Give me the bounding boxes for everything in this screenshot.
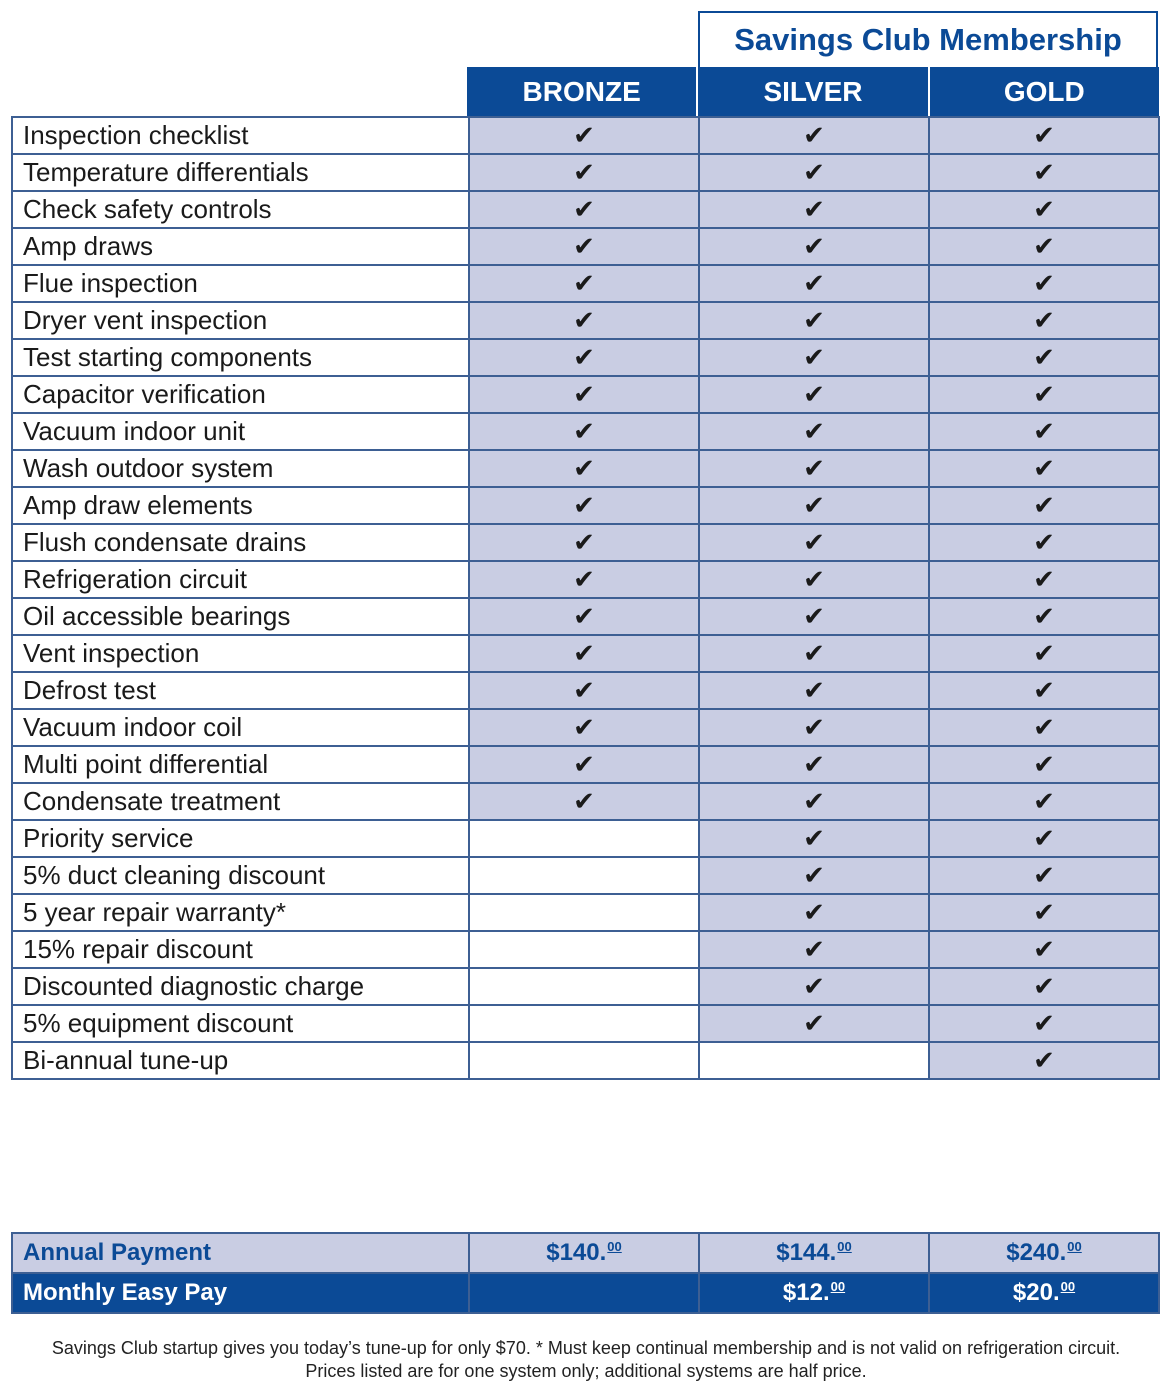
footnote [0, 1337, 1172, 1383]
checkmark-icon: ✔ [1033, 675, 1055, 705]
feature-cell-bronze [469, 1005, 699, 1042]
feature-label: 5% duct cleaning discount [12, 857, 469, 894]
checkmark-icon: ✔ [573, 564, 595, 594]
feature-cell-silver [699, 746, 929, 783]
checkmark-icon: ✔ [573, 379, 595, 409]
checkmark-icon: ✔ [1033, 268, 1055, 298]
feature-cell-silver [699, 524, 929, 561]
feature-cell-gold [929, 635, 1159, 672]
feature-cell-bronze [469, 413, 699, 450]
feature-cell-silver [699, 1005, 929, 1042]
checkmark-icon: ✔ [573, 416, 595, 446]
feature-label: Temperature differentials [12, 154, 469, 191]
checkmark-icon: ✔ [1033, 971, 1055, 1001]
checkmark-icon: ✔ [803, 971, 825, 1001]
feature-row [12, 413, 1159, 450]
annual-price-gold: $240.00 [929, 1233, 1159, 1273]
checkmark-icon: ✔ [573, 675, 595, 705]
feature-cell-bronze [469, 709, 699, 746]
membership-title: Savings Club Membership [698, 11, 1158, 67]
feature-cell-gold [929, 1005, 1159, 1042]
feature-cell-gold [929, 746, 1159, 783]
checkmark-icon: ✔ [803, 527, 825, 557]
checkmark-icon: ✔ [803, 416, 825, 446]
checkmark-icon: ✔ [1033, 416, 1055, 446]
feature-label: Defrost test [12, 672, 469, 709]
feature-row [12, 1005, 1159, 1042]
feature-cell-gold [929, 413, 1159, 450]
feature-cell-bronze [469, 117, 699, 154]
checkmark-icon: ✔ [1033, 601, 1055, 631]
feature-cell-bronze [469, 635, 699, 672]
checkmark-icon: ✔ [573, 490, 595, 520]
feature-label: Priority service [12, 820, 469, 857]
feature-row [12, 524, 1159, 561]
feature-cell-bronze [469, 857, 699, 894]
feature-cell-silver [699, 598, 929, 635]
feature-cell-bronze [469, 524, 699, 561]
checkmark-icon: ✔ [803, 157, 825, 187]
checkmark-icon: ✔ [573, 342, 595, 372]
checkmark-icon: ✔ [573, 194, 595, 224]
feature-cell-gold [929, 820, 1159, 857]
feature-cell-silver [699, 931, 929, 968]
checkmark-icon: ✔ [1033, 527, 1055, 557]
feature-cell-silver [699, 191, 929, 228]
feature-label: 5 year repair warranty* [12, 894, 469, 931]
feature-cell-bronze [469, 968, 699, 1005]
feature-cell-silver [699, 820, 929, 857]
checkmark-icon: ✔ [803, 268, 825, 298]
feature-row [12, 857, 1159, 894]
feature-row [12, 931, 1159, 968]
checkmark-icon: ✔ [573, 638, 595, 668]
feature-cell-bronze [469, 894, 699, 931]
feature-label: Vacuum indoor coil [12, 709, 469, 746]
feature-cell-gold [929, 228, 1159, 265]
feature-row [12, 709, 1159, 746]
feature-cell-silver [699, 413, 929, 450]
checkmark-icon: ✔ [803, 749, 825, 779]
monthly-easy-pay-label: Monthly Easy Pay [12, 1273, 469, 1313]
feature-row [12, 598, 1159, 635]
checkmark-icon: ✔ [803, 860, 825, 890]
feature-row [12, 894, 1159, 931]
feature-cell-bronze [469, 783, 699, 820]
feature-cell-gold [929, 339, 1159, 376]
pricing-table [11, 1232, 1160, 1314]
checkmark-icon: ✔ [1033, 786, 1055, 816]
feature-cell-bronze [469, 931, 699, 968]
feature-label: Vacuum indoor unit [12, 413, 469, 450]
checkmark-icon: ✔ [803, 675, 825, 705]
monthly-price-silver: $12.00 [699, 1273, 929, 1313]
feature-cell-silver [699, 783, 929, 820]
feature-cell-bronze [469, 228, 699, 265]
feature-label: Flush condensate drains [12, 524, 469, 561]
checkmark-icon: ✔ [573, 712, 595, 742]
checkmark-icon: ✔ [803, 453, 825, 483]
feature-cell-silver [699, 487, 929, 524]
feature-label: Discounted diagnostic charge [12, 968, 469, 1005]
feature-row [12, 117, 1159, 154]
feature-cell-bronze [469, 820, 699, 857]
feature-row [12, 302, 1159, 339]
feature-label: 15% repair discount [12, 931, 469, 968]
feature-cell-bronze [469, 1042, 699, 1079]
feature-row [12, 154, 1159, 191]
feature-cell-bronze [469, 302, 699, 339]
feature-cell-silver [699, 154, 929, 191]
checkmark-icon: ✔ [1033, 120, 1055, 150]
feature-cell-bronze [469, 672, 699, 709]
feature-cell-bronze [469, 487, 699, 524]
feature-cell-bronze [469, 154, 699, 191]
checkmark-icon: ✔ [803, 823, 825, 853]
feature-row [12, 561, 1159, 598]
feature-cell-gold [929, 524, 1159, 561]
feature-comparison-table [11, 116, 1160, 1080]
checkmark-icon: ✔ [573, 453, 595, 483]
feature-row [12, 265, 1159, 302]
feature-cell-silver [699, 561, 929, 598]
feature-cell-silver [699, 672, 929, 709]
feature-cell-gold [929, 487, 1159, 524]
checkmark-icon: ✔ [803, 379, 825, 409]
feature-cell-silver [699, 450, 929, 487]
tier-header-bronze: BRONZE [522, 76, 641, 107]
checkmark-icon: ✔ [1033, 305, 1055, 335]
feature-row [12, 968, 1159, 1005]
feature-label: Flue inspection [12, 265, 469, 302]
feature-row [12, 783, 1159, 820]
checkmark-icon: ✔ [1033, 860, 1055, 890]
footnote-line-1: Savings Club startup gives you today’s tune-up for only $70. * Must keep continual membership and is not valid on refrigeration circuit. [51, 1338, 1121, 1358]
feature-label: Refrigeration circuit [12, 561, 469, 598]
checkmark-icon: ✔ [803, 564, 825, 594]
annual-payment-row [12, 1233, 1159, 1273]
tier-header-row [467, 67, 1159, 117]
feature-cell-gold [929, 931, 1159, 968]
checkmark-icon: ✔ [803, 786, 825, 816]
feature-row [12, 228, 1159, 265]
feature-cell-bronze [469, 339, 699, 376]
feature-cell-gold [929, 191, 1159, 228]
checkmark-icon: ✔ [1033, 231, 1055, 261]
feature-label: Oil accessible bearings [12, 598, 469, 635]
feature-cell-gold [929, 783, 1159, 820]
checkmark-icon: ✔ [1033, 897, 1055, 927]
feature-cell-bronze [469, 598, 699, 635]
checkmark-icon: ✔ [803, 490, 825, 520]
checkmark-icon: ✔ [803, 120, 825, 150]
checkmark-icon: ✔ [1033, 564, 1055, 594]
feature-cell-bronze [469, 561, 699, 598]
annual-price-silver: $144.00 [699, 1233, 929, 1273]
feature-cell-gold [929, 302, 1159, 339]
checkmark-icon: ✔ [1033, 934, 1055, 964]
feature-label: Condensate treatment [12, 783, 469, 820]
feature-cell-gold [929, 1042, 1159, 1079]
checkmark-icon: ✔ [573, 305, 595, 335]
feature-cell-silver [699, 228, 929, 265]
feature-cell-silver [699, 968, 929, 1005]
feature-row [12, 450, 1159, 487]
feature-cell-gold [929, 450, 1159, 487]
annual-payment-label: Annual Payment [12, 1233, 469, 1273]
feature-cell-gold [929, 154, 1159, 191]
feature-cell-gold [929, 857, 1159, 894]
checkmark-icon: ✔ [1033, 749, 1055, 779]
monthly-easy-pay-row [12, 1273, 1159, 1313]
checkmark-icon: ✔ [803, 231, 825, 261]
feature-row [12, 820, 1159, 857]
feature-cell-gold [929, 598, 1159, 635]
feature-row [12, 339, 1159, 376]
feature-cell-silver [699, 376, 929, 413]
feature-row [12, 487, 1159, 524]
checkmark-icon: ✔ [573, 749, 595, 779]
feature-cell-silver [699, 339, 929, 376]
checkmark-icon: ✔ [803, 897, 825, 927]
feature-label: Bi-annual tune-up [12, 1042, 469, 1079]
checkmark-icon: ✔ [1033, 157, 1055, 187]
feature-row [12, 635, 1159, 672]
feature-label: Amp draws [12, 228, 469, 265]
checkmark-icon: ✔ [1033, 1008, 1055, 1038]
feature-cell-gold [929, 709, 1159, 746]
feature-cell-gold [929, 265, 1159, 302]
checkmark-icon: ✔ [803, 194, 825, 224]
feature-row [12, 376, 1159, 413]
feature-label: Check safety controls [12, 191, 469, 228]
feature-cell-bronze [469, 376, 699, 413]
tier-header-gold: GOLD [928, 67, 1159, 117]
feature-cell-gold [929, 117, 1159, 154]
checkmark-icon: ✔ [1033, 342, 1055, 372]
feature-cell-silver [699, 117, 929, 154]
checkmark-icon: ✔ [803, 601, 825, 631]
checkmark-icon: ✔ [1033, 453, 1055, 483]
annual-price-bronze: $140.00 [469, 1233, 699, 1273]
feature-label: Multi point differential [12, 746, 469, 783]
feature-cell-bronze [469, 265, 699, 302]
checkmark-icon: ✔ [803, 934, 825, 964]
feature-cell-silver [699, 1042, 929, 1079]
monthly-price-bronze [469, 1273, 699, 1313]
feature-cell-bronze [469, 191, 699, 228]
feature-label: 5% equipment discount [12, 1005, 469, 1042]
feature-cell-gold [929, 894, 1159, 931]
feature-cell-gold [929, 376, 1159, 413]
feature-row [12, 1042, 1159, 1079]
feature-cell-gold [929, 968, 1159, 1005]
footnote-line-2: Prices listed are for one system only; additional systems are half price. [305, 1361, 867, 1381]
checkmark-icon: ✔ [573, 786, 595, 816]
feature-label: Capacitor verification [12, 376, 469, 413]
feature-cell-silver [699, 302, 929, 339]
checkmark-icon: ✔ [573, 601, 595, 631]
feature-label: Test starting components [12, 339, 469, 376]
checkmark-icon: ✔ [803, 712, 825, 742]
checkmark-icon: ✔ [1033, 379, 1055, 409]
feature-row [12, 746, 1159, 783]
feature-label: Inspection checklist [12, 117, 469, 154]
feature-cell-bronze [469, 450, 699, 487]
checkmark-icon: ✔ [573, 268, 595, 298]
checkmark-icon: ✔ [1033, 194, 1055, 224]
feature-label: Amp draw elements [12, 487, 469, 524]
checkmark-icon: ✔ [1033, 1045, 1055, 1075]
checkmark-icon: ✔ [573, 120, 595, 150]
feature-cell-silver [699, 857, 929, 894]
checkmark-icon: ✔ [803, 342, 825, 372]
feature-cell-silver [699, 265, 929, 302]
feature-cell-silver [699, 709, 929, 746]
feature-cell-silver [699, 635, 929, 672]
feature-cell-gold [929, 561, 1159, 598]
feature-cell-silver [699, 894, 929, 931]
checkmark-icon: ✔ [803, 305, 825, 335]
checkmark-icon: ✔ [1033, 823, 1055, 853]
checkmark-icon: ✔ [803, 638, 825, 668]
checkmark-icon: ✔ [1033, 712, 1055, 742]
checkmark-icon: ✔ [573, 231, 595, 261]
checkmark-icon: ✔ [1033, 490, 1055, 520]
feature-label: Dryer vent inspection [12, 302, 469, 339]
feature-cell-bronze [469, 746, 699, 783]
checkmark-icon: ✔ [573, 157, 595, 187]
checkmark-icon: ✔ [1033, 638, 1055, 668]
tier-header-silver: SILVER [696, 67, 927, 117]
monthly-price-gold: $20.00 [929, 1273, 1159, 1313]
feature-label: Wash outdoor system [12, 450, 469, 487]
checkmark-icon: ✔ [803, 1008, 825, 1038]
feature-label: Vent inspection [12, 635, 469, 672]
checkmark-icon: ✔ [573, 527, 595, 557]
feature-row [12, 672, 1159, 709]
feature-cell-gold [929, 672, 1159, 709]
feature-row [12, 191, 1159, 228]
